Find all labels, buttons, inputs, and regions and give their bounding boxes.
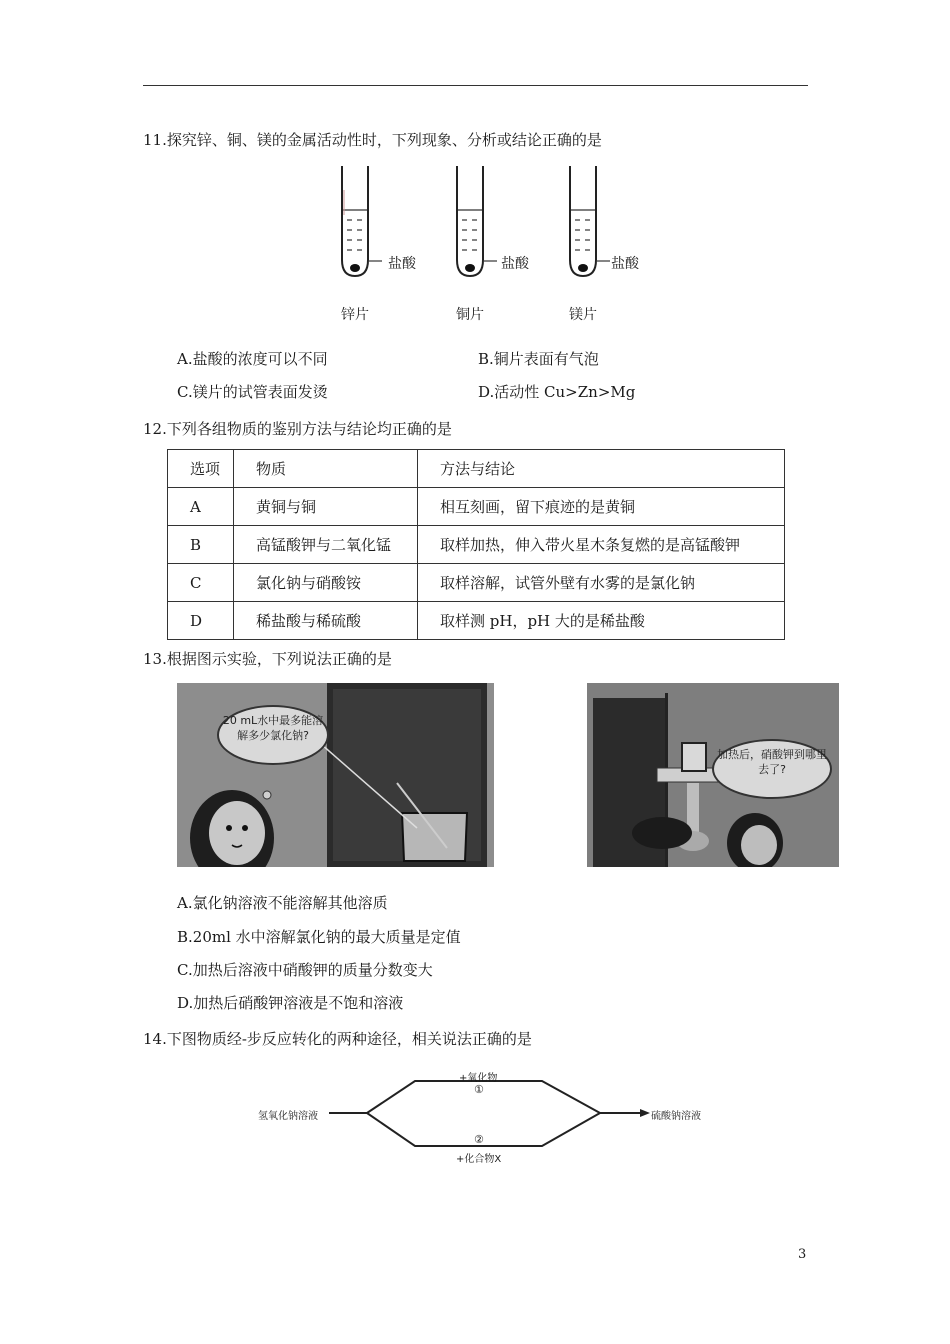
test-tube-zinc [342,166,368,276]
table-row [168,526,785,564]
tube2-metal-label: 铜片 [456,307,484,323]
table-row [168,564,785,602]
row-c-option: C [168,564,234,602]
tube3-acid-label: 盐酸 [611,256,639,272]
q14-start-label: 氢氧化钠溶液 [258,1111,318,1122]
row-a-option: A [168,488,234,526]
page-number: 3 [798,1247,807,1262]
row-c-substance: 氯化钠与硝酸铵 [234,564,418,602]
row-c-method: 取样溶解，试管外壁有水雾的是氯化钠 [418,564,785,602]
q11-option-a: A.盐酸的浓度可以不同 [177,350,328,368]
q12-stem: 12.下列各组物质的鉴别方法与结论均正确的是 [143,420,452,438]
q13-option-c: C.加热后溶液中硝酸钾的质量分数变大 [177,961,433,979]
q13-option-a: A.氯化钠溶液不能溶解其他溶质 [177,894,388,912]
table-row [168,488,785,526]
q11-option-b: B.铜片表面有气泡 [478,350,599,368]
table-row [168,602,785,640]
row-b-option: B [168,526,234,564]
row-b-method: 取样加热，伸入带火星木条复燃的是高锰酸钾 [418,526,785,564]
q13-bubble-left: 20 mL水中最多能溶解多少氯化钠? [217,705,329,765]
q13-bubble-right: 加热后，硝酸钾到哪里去了? [712,739,832,799]
test-tube-magnesium [570,166,596,276]
q14-path1-number: ① [474,1083,484,1096]
tube1-metal-label: 锌片 [341,307,369,323]
q12-table [167,449,785,640]
q11-test-tubes-figure [320,160,650,280]
q14-end-label: 硫酸钠溶液 [651,1111,701,1122]
q11-option-c: C.镁片的试管表面发烫 [177,383,328,401]
row-a-substance: 黄铜与铜 [234,488,418,526]
row-d-substance: 稀盐酸与稀硫酸 [234,602,418,640]
table-header-row [168,450,785,488]
tube1-acid-label: 盐酸 [388,256,416,272]
tube2-acid-label: 盐酸 [501,256,529,272]
q13-stem: 13.根据图示实验，下列说法正确的是 [143,650,392,668]
header-option: 选项 [168,450,234,488]
header-method: 方法与结论 [418,450,785,488]
row-d-option: D [168,602,234,640]
tube3-metal-label: 镁片 [569,307,597,323]
test-tube-copper [457,166,483,276]
row-d-method: 取样测 pH，pH 大的是稀盐酸 [418,602,785,640]
q14-path2-label: +化合物X [456,1154,502,1165]
q14-stem: 14.下图物质经-步反应转化的两种途径，相关说法正确的是 [143,1030,532,1048]
q11-stem: 11.探究锌、铜、镁的金属活动性时，下列现象、分析或结论正确的是 [143,131,602,149]
header-rule [143,85,808,86]
row-a-method: 相互刻画，留下痕迹的是黄铜 [418,488,785,526]
q14-path1-label: +氧化物 [459,1073,498,1084]
header-substance: 物质 [234,450,418,488]
row-b-substance: 高锰酸钾与二氧化锰 [234,526,418,564]
q13-option-d: D.加热后硝酸钾溶液是不饱和溶液 [177,994,404,1012]
q14-path2-number: ② [474,1133,484,1146]
q13-photo-left [177,683,494,867]
q11-option-d: D.活动性 Cu>Zn>Mg [478,383,636,401]
q13-option-b: B.20ml 水中溶解氯化钠的最大质量是定值 [177,928,461,946]
q13-photo-right [587,683,839,867]
